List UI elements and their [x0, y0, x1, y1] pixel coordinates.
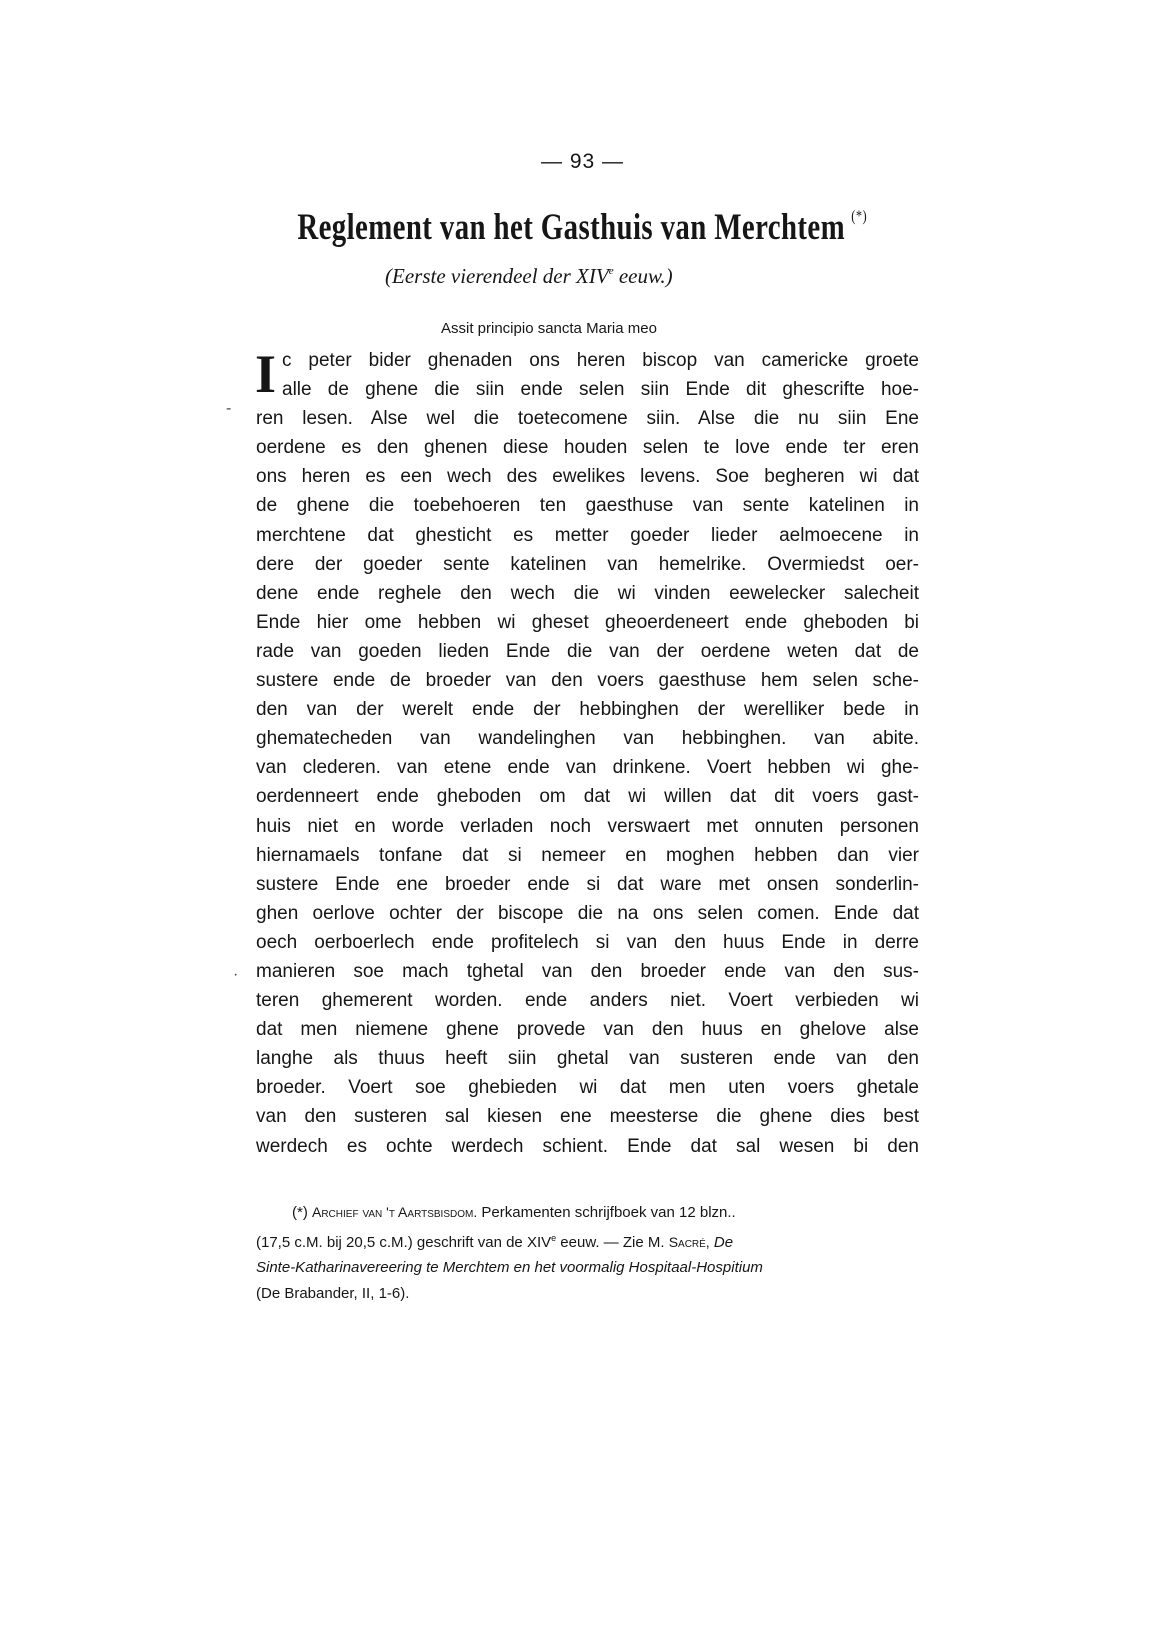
text-line: broeder. Voert soe ghebieden wi dat men uten voers ghetale: [256, 1077, 919, 1099]
text-line: ons heren es een wech des ewelikes levens. Soe begheren wi dat: [256, 466, 919, 488]
text-line: werdech es ochte werdech schient. Ende dat sal wesen bi den: [256, 1135, 919, 1157]
title-footnote-marker: (*): [851, 208, 868, 225]
text-line: ren lesen. Alse wel die toetecomene siin. Alse die nu siin Ene: [256, 408, 919, 430]
footnote-line2-mid: eeuw. — Zie M.: [556, 1233, 669, 1251]
page-title: [298, 206, 868, 249]
text-line: sustere ende de broeder van den voers gaesthuse hem selen sche-: [256, 670, 919, 692]
footnote-line1-text: Perkamenten schrijfboek van 12 blzn..: [477, 1204, 736, 1221]
margin-mark: ·: [233, 966, 239, 983]
text-line: hiernamaels tonfane dat si nemeer en moghen hebben dan vier: [256, 844, 919, 866]
subtitle-pre: (Eerste vierendeel der XIV: [385, 264, 609, 288]
title-text: Reglement van het Gasthuis van Merchtem: [297, 207, 846, 248]
footnote-line: [256, 1255, 919, 1281]
subtitle: [385, 264, 673, 289]
body-text: [256, 346, 919, 1161]
text-line: merchtene dat ghesticht es metter goeder lieder aelmoecene in: [256, 524, 919, 546]
text-line: rade van goeden lieden Ende die van der oerdene weten dat de: [256, 640, 919, 662]
footnote-line: [256, 1200, 919, 1226]
footnote-line: (De Brabander, II, 1-6).: [256, 1284, 410, 1302]
footnote-superscript: e: [551, 1232, 557, 1243]
footnote: [256, 1200, 919, 1306]
text-line: oech oerboerlech ende profitelech si van den huus Ende in derre: [256, 931, 919, 953]
margin-mark: -: [226, 400, 232, 417]
text-line: dere der goeder sente katelinen van hemelrike. Overmiedst oer-: [256, 553, 919, 575]
title-block: [0, 206, 1165, 249]
text-line: dat men niemene ghene provede van den huus en ghelove alse: [256, 1019, 919, 1041]
text-line: dene ende reghele den wech die wi vinden eewelecker salecheit: [256, 582, 919, 604]
footnote-line: [256, 1226, 919, 1256]
text-line: ghematecheden van wandelinghen van hebbinghen. van abite.: [256, 728, 919, 750]
text-line: van clederen. van etene ende van drinkene. Voert hebben wi ghe-: [256, 757, 919, 779]
footnote-author: Sacré,: [668, 1233, 710, 1250]
text-line: huis niet en worde verladen noch verswaert met onnuten personen: [256, 815, 919, 837]
text-line: langhe als thuus heeft siin ghetal van susteren ende van den: [256, 1048, 919, 1070]
footnote-archive: Archief van 't Aartsbisdom.: [312, 1204, 478, 1220]
text-line: c peter bider ghenaden ons heren biscop van camericke groete: [282, 350, 919, 371]
footnote-line2-text: (17,5 c.M. bij 20,5 c.M.) geschrift van de XIV: [256, 1233, 552, 1251]
footnote-marker: (*): [292, 1204, 308, 1221]
page-number: — 93 —: [540, 150, 625, 173]
text-line: oerdene es den ghenen diese houden selen te love ende ter eren: [256, 437, 919, 459]
text-line: den van der werelt ende der hebbinghen der werelliker bede in: [256, 699, 919, 721]
text-line: alle de ghene die siin ende selen siin Ende dit ghescrifte hoe-: [282, 379, 919, 401]
text-line: de ghene die toebehoeren ten gaesthuse van sente katelinen in: [256, 495, 919, 517]
footnote-line2-italic: De: [709, 1233, 734, 1251]
text-line: ghen oerlove ochter der biscope die na ons selen comen. Ende dat: [256, 902, 919, 924]
invocation: Assit principio sancta Maria meo: [441, 320, 657, 337]
subtitle-post: eeuw.): [613, 264, 673, 288]
drop-cap: I: [255, 344, 277, 404]
subtitle-superscript: e: [608, 265, 614, 277]
text-line: van den susteren sal kiesen ene meesterse die ghene dies best: [256, 1106, 919, 1128]
footnote-line3-italic: Sinte-Katharinavereering te Merchtem en het voormalig Hospitaal-Hospitium: [256, 1259, 763, 1276]
text-line: sustere Ende ene broeder ende si dat ware met onsen sonderlin-: [256, 873, 919, 895]
text-line: teren ghemerent worden. ende anders niet. Voert verbieden wi: [256, 990, 919, 1012]
text-line: oerdenneert ende gheboden om dat wi willen dat dit voers gast-: [256, 786, 919, 808]
text-line: manieren soe mach tghetal van den broeder ende van den sus-: [256, 960, 919, 982]
text-line: Ende hier ome hebben wi gheset gheoerdeneert ende gheboden bi: [256, 611, 919, 633]
